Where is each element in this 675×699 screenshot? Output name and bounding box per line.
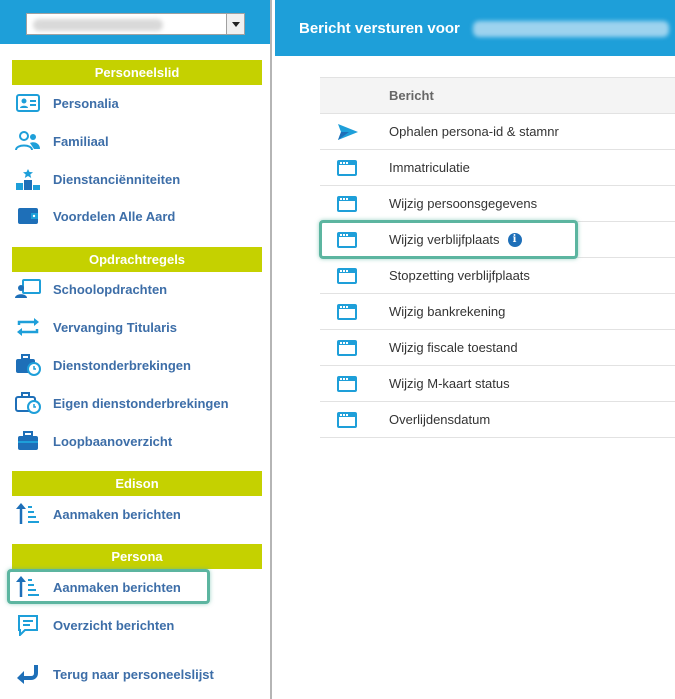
window-icon — [337, 268, 371, 284]
sidebar-item-vervanging[interactable] — [12, 311, 262, 343]
chat-icon — [15, 613, 41, 637]
swap-arrows-icon — [15, 315, 41, 339]
table-row[interactable] — [320, 402, 675, 438]
sidebar-header — [0, 0, 270, 44]
row-label: Wijzig persoonsgegevens — [389, 196, 538, 211]
section-header-opdrachtregels: Opdrachtregels — [12, 247, 262, 272]
window-icon — [337, 160, 371, 176]
table-row[interactable] — [320, 150, 675, 186]
table-row[interactable] — [320, 366, 675, 402]
sidebar-item-label: Dienstanciënniteiten — [53, 171, 181, 187]
sidebar-item-eigen-dienstonderbrekingen[interactable] — [12, 387, 262, 419]
window-icon — [337, 412, 371, 428]
redacted-person-name — [473, 21, 669, 37]
table-header — [320, 77, 675, 114]
wallet-icon — [15, 204, 41, 228]
redacted-selected-value — [33, 19, 163, 31]
section-header-persona: Persona — [12, 544, 262, 569]
row-label: Wijzig M-kaart status — [389, 376, 510, 391]
id-card-icon — [15, 91, 41, 115]
row-label: Wijzig bankrekening — [389, 304, 506, 319]
info-icon[interactable]: i — [508, 233, 522, 247]
highlight-frame — [7, 569, 210, 604]
sidebar-item-label: Aanmaken berichten — [53, 579, 181, 595]
row-label: Immatriculatie — [389, 160, 470, 175]
podium-icon — [15, 167, 41, 191]
sidebar-item-label: Vervanging Titularis — [53, 319, 178, 335]
sidebar-item-edison-aanmaken-berichten[interactable] — [12, 498, 262, 530]
sidebar-item-voordelen[interactable] — [12, 200, 262, 232]
row-label: Stopzetting verblijfplaats — [389, 268, 530, 283]
column-header-bericht: Bericht — [389, 88, 434, 103]
row-label: Wijzig fiscale toestand — [389, 340, 518, 355]
row-label: Wijzig verblijfplaats — [389, 232, 500, 247]
main-header — [275, 0, 675, 56]
back-to-list-link[interactable] — [12, 658, 262, 690]
sidebar-item-dienstonderbrekingen[interactable] — [12, 349, 262, 381]
row-label: Ophalen persona-id & stamnr — [389, 124, 559, 139]
sidebar-item-loopbaanoverzicht[interactable] — [12, 425, 262, 457]
sidebar — [0, 0, 272, 699]
sidebar-item-overzicht-berichten[interactable] — [12, 609, 262, 641]
window-icon — [337, 196, 371, 212]
staff-select[interactable] — [26, 13, 245, 35]
sidebar-item-schoolopdrachten[interactable] — [12, 273, 262, 305]
section-header-edison: Edison — [12, 471, 262, 496]
sidebar-item-label: Eigen dienstonderbrekingen — [53, 395, 229, 411]
users-icon — [15, 129, 41, 153]
page-title: Bericht versturen voor — [299, 20, 460, 37]
sidebar-item-label: Familiaal — [53, 133, 109, 149]
sidebar-item-label: Loopbaanoverzicht — [53, 433, 173, 449]
briefcase-clock-outline-icon — [15, 391, 41, 415]
briefcase-icon — [15, 429, 41, 453]
briefcase-clock-icon — [15, 353, 41, 377]
table-row[interactable] — [320, 330, 675, 366]
table-row[interactable] — [320, 294, 675, 330]
table-row[interactable] — [320, 258, 675, 294]
return-arrow-icon — [15, 662, 41, 686]
section-header-personeelslid: Personeelslid — [12, 60, 262, 85]
sidebar-item-label: Personalia — [53, 95, 119, 111]
window-icon — [337, 376, 371, 392]
sort-ascending-icon — [15, 502, 41, 526]
sidebar-item-label: Voordelen Alle Aard — [53, 208, 176, 224]
window-icon — [337, 340, 371, 356]
table-row[interactable] — [320, 186, 675, 222]
highlight-frame — [319, 220, 578, 259]
sidebar-item-label: Overzicht berichten — [53, 617, 175, 633]
table-row[interactable] — [320, 114, 675, 150]
chevron-down-icon[interactable] — [226, 14, 244, 34]
window-icon — [337, 304, 371, 320]
sidebar-item-dienstancienniteiten[interactable] — [12, 163, 262, 195]
back-label: Terug naar personeelslijst — [53, 666, 214, 682]
sidebar-item-familiaal[interactable] — [12, 125, 262, 157]
teacher-board-icon — [15, 277, 41, 301]
send-icon — [337, 123, 371, 141]
sidebar-item-label: Dienstonderbrekingen — [53, 357, 191, 373]
row-label: Overlijdensdatum — [389, 412, 491, 427]
sidebar-item-label: Schoolopdrachten — [53, 281, 168, 297]
sidebar-item-label: Aanmaken berichten — [53, 506, 181, 522]
sidebar-item-personalia[interactable] — [12, 87, 262, 119]
